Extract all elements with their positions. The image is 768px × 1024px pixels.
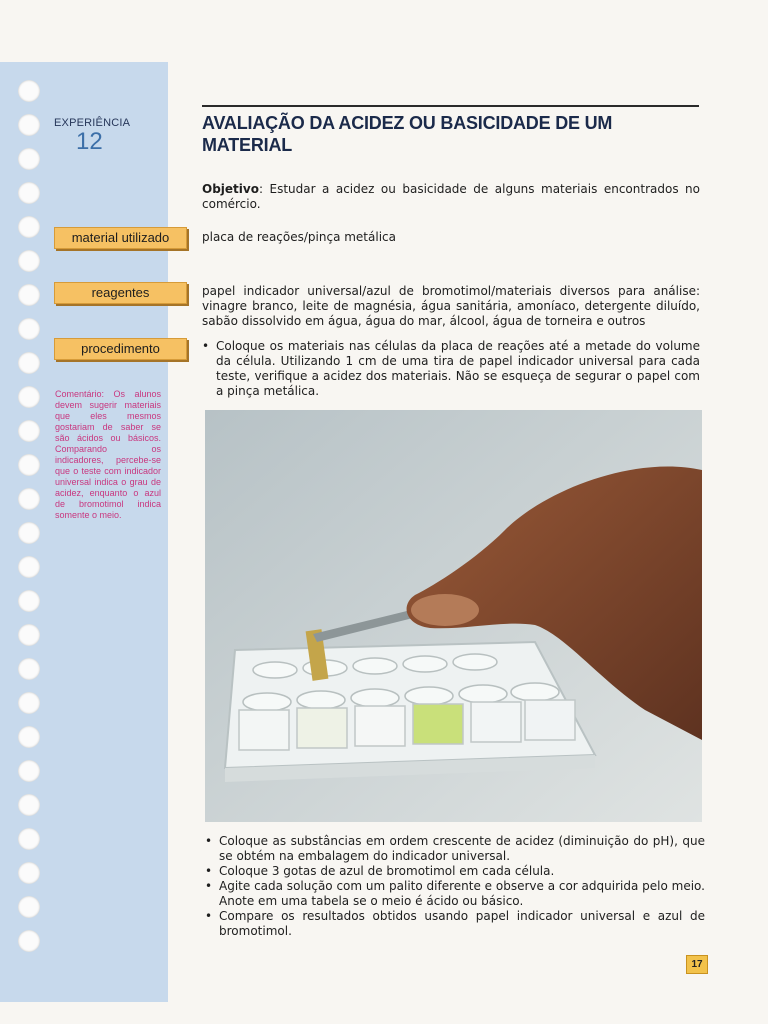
binder-hole — [18, 488, 40, 510]
list-item-text: Agite cada solução com um palito diferente e observe a cor adquirida pelo meio. Anote em uma tabela se o meio é ácido ou básico. — [219, 879, 705, 908]
binder-hole — [18, 862, 40, 884]
list-item — [202, 339, 700, 399]
procedure-tag: procedimento — [54, 338, 187, 360]
binder-holes — [18, 80, 42, 1000]
teacher-comment: Comentário: Os alunos devem sugerir materiais que eles mesmos gostariam de saber se são ácidos ou básicos. Comparando os indicadores, percebe-se que o teste com indicador universal indica o grau de acidez, enquanto o azul de bromotimol indica somente o meio. — [55, 389, 161, 520]
binder-hole — [18, 318, 40, 340]
experiment-label: EXPERIÊNCIA — [54, 117, 131, 129]
list-item — [205, 864, 705, 879]
binder-hole — [18, 658, 40, 680]
list-item-text: Coloque as substâncias em ordem crescente de acidez (diminuição do pH), que se obtém na embalagem do indicador universal. — [219, 834, 705, 863]
list-item — [205, 909, 705, 939]
title-rule — [202, 105, 699, 107]
binder-hole — [18, 828, 40, 850]
reagents-text: papel indicador universal/azul de bromotimol/materiais diversos para análise: vinagre branco, leite de magnésia, água sanitária, amoníaco, detergente diluído, sabão dissolvido em água, água do mar, álcool, água de torneira e outros — [202, 284, 700, 328]
binder-hole — [18, 182, 40, 204]
binder-hole — [18, 692, 40, 714]
binder-hole — [18, 454, 40, 476]
bullet-icon: • — [205, 834, 213, 848]
binder-hole — [18, 896, 40, 918]
binder-hole — [18, 420, 40, 442]
binder-hole — [18, 726, 40, 748]
binder-hole — [18, 930, 40, 952]
materials-text: placa de reações/pinça metálica — [202, 230, 396, 244]
objective-label: Objetivo — [202, 182, 259, 196]
procedure-list-top — [202, 339, 700, 399]
bullet-icon: • — [202, 339, 210, 353]
reaction-plate-photo — [205, 410, 702, 822]
list-item — [205, 834, 705, 864]
binder-hole — [18, 522, 40, 544]
objective-text: : Estudar a acidez ou basicidade de alguns materiais encontrados no comércio. — [202, 182, 700, 211]
binder-hole — [18, 250, 40, 272]
list-item-text: Coloque os materiais nas células da placa de reações até a metade do volume da célula. Utilizando 1 cm de uma tira de papel indicador universal para cada teste, verifique a acidez dos materiais. Não se esqueça de segurar o papel com a pinça metálica. — [216, 339, 700, 398]
binder-hole — [18, 114, 40, 136]
binder-hole — [18, 148, 40, 170]
bullet-icon: • — [205, 879, 213, 893]
binder-hole — [18, 590, 40, 612]
bullet-icon: • — [205, 909, 213, 923]
page-title: AVALIAÇÃO DA ACIDEZ OU BASICIDADE DE UM MATERIAL — [202, 113, 613, 155]
binder-hole — [18, 794, 40, 816]
list-item-text: Coloque 3 gotas de azul de bromotimol em cada célula. — [219, 864, 555, 878]
binder-hole — [18, 624, 40, 646]
objective-paragraph — [202, 182, 700, 212]
binder-hole — [18, 352, 40, 374]
materials-tag: material utilizado — [54, 227, 187, 249]
list-item-text: Compare os resultados obtidos usando papel indicador universal e azul de bromotimol. — [219, 909, 705, 938]
reagents-tag: reagentes — [54, 282, 187, 304]
binder-hole — [18, 80, 40, 102]
binder-hole — [18, 556, 40, 578]
procedure-list-bottom — [205, 834, 705, 939]
bullet-icon: • — [205, 864, 213, 878]
experiment-number: 12 — [76, 128, 103, 155]
binder-hole — [18, 760, 40, 782]
binder-hole — [18, 386, 40, 408]
page-number: 17 — [686, 955, 708, 974]
binder-hole — [18, 216, 40, 238]
list-item — [205, 879, 705, 909]
binder-hole — [18, 284, 40, 306]
